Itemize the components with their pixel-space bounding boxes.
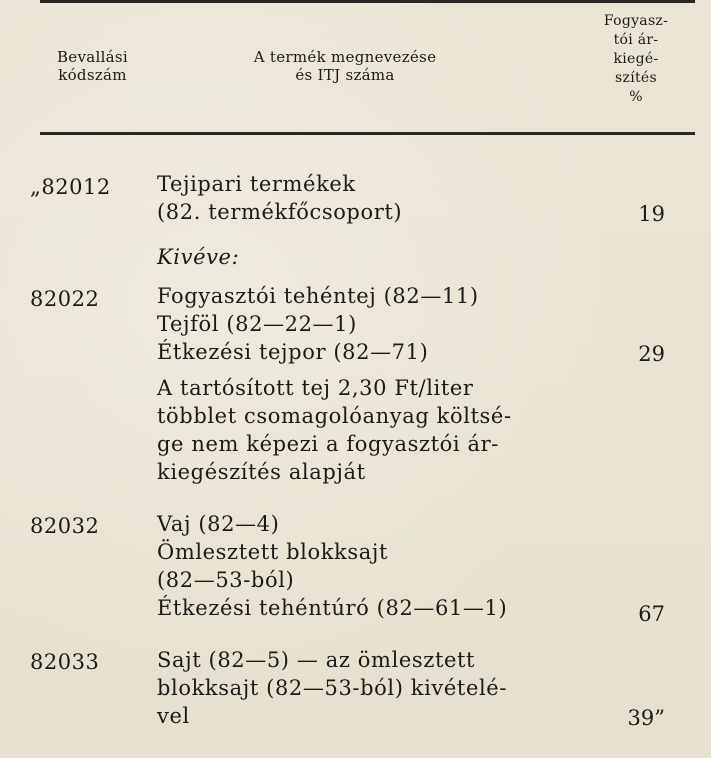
description-line: vel [157, 704, 190, 728]
row-note [157, 374, 582, 486]
description-line: Ömlesztett blokksajt [157, 540, 389, 564]
description-line: (82—53-ból) [157, 568, 295, 592]
description-line: többlet csomagolóanyag költsé- [157, 404, 512, 428]
description-line: (82. termékfőcsoport) [157, 200, 403, 224]
description-line: kiegészítés alapját [157, 460, 366, 484]
row-description [157, 646, 597, 730]
description-line: Fogyasztói tehéntej (82—11) [157, 284, 479, 308]
row-code: 82022 [30, 287, 100, 311]
description-line: Tejipari termékek [157, 172, 356, 196]
header-pct-line: Fogyasz- [603, 13, 669, 29]
description-line: blokksajt (82—53-ból) kivételé- [157, 676, 508, 700]
header-pct-line: kiegé- [613, 51, 659, 67]
header-pct-line: szítés [615, 70, 657, 86]
description-line: Étkezési tejpor (82—71) [157, 340, 429, 364]
description-line: Étkezési tehéntúró (82—61—1) [157, 596, 508, 620]
header-percent-column [582, 12, 690, 107]
table-top-rule [40, 0, 695, 3]
row-exception-heading [157, 243, 597, 271]
header-bottom-rule [40, 132, 695, 135]
header-code-line: Bevallási [56, 48, 129, 66]
header-code-column [30, 48, 155, 84]
row-description [157, 170, 597, 226]
row-percent: 19 [638, 202, 665, 226]
description-line: A tartósított tej 2,30 Ft/liter [157, 376, 474, 400]
description-line: ge nem képezi a fogyasztói ár- [157, 432, 499, 456]
header-pct-line: tói ár- [613, 32, 659, 48]
row-description [157, 510, 597, 622]
header-pct-line: % [629, 89, 643, 105]
header-code-line: kódszám [58, 66, 127, 84]
header-name-line: A termék megnevezése [253, 48, 437, 66]
header-name-column [180, 48, 510, 84]
description-line: Tejföl (82—22—1) [157, 312, 357, 336]
header-name-line: és ITJ száma [295, 66, 395, 84]
description-line: Kivéve: [157, 245, 240, 269]
row-code: 82033 [30, 650, 100, 674]
row-percent: 29 [638, 342, 665, 366]
row-code: „82012 [30, 175, 111, 199]
description-line: Vaj (82—4) [157, 512, 280, 536]
row-description [157, 282, 597, 366]
description-line: Sajt (82—5) — az ömlesztett [157, 648, 476, 672]
row-percent: 39” [627, 706, 665, 730]
row-percent: 67 [638, 602, 665, 626]
row-code: 82032 [30, 514, 100, 538]
